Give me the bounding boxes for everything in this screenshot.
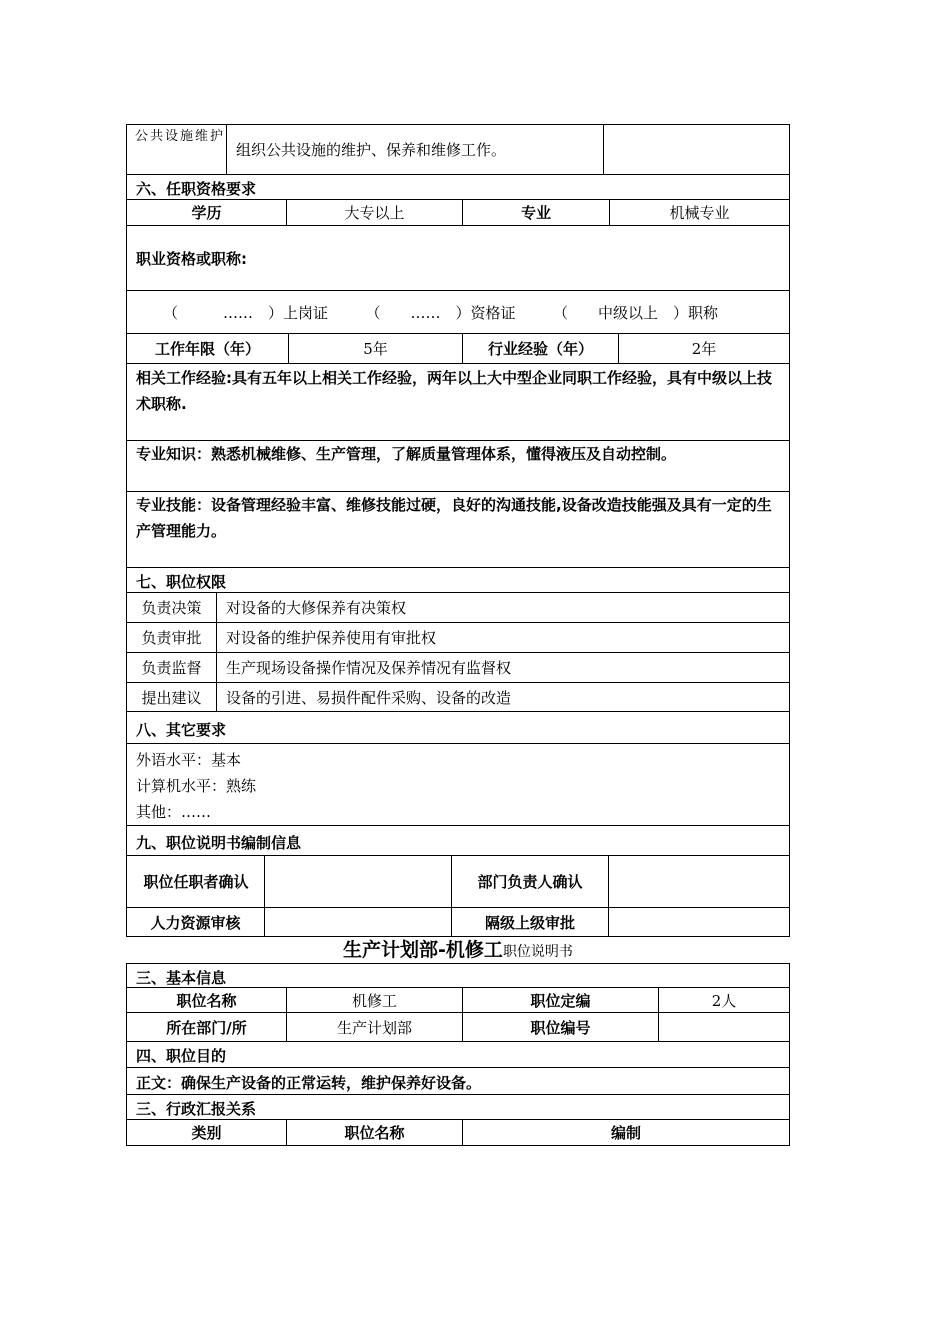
dept-confirm-label: 部门负责人确认: [451, 856, 608, 907]
authority-value: 对设备的维护保养使用有审批权: [216, 623, 789, 652]
pos-name-label: 职位名称: [176, 991, 237, 1010]
purpose-row: [126, 1068, 790, 1095]
doc2-section-4-header: [126, 1042, 790, 1068]
major-value: 机械专业: [609, 200, 789, 225]
basic-info-row-1: [126, 988, 790, 1013]
cert-line-row: [126, 291, 790, 334]
authority-label: 负责审批: [141, 629, 202, 647]
quota-value: 2人: [658, 988, 789, 1012]
dept-confirm-cell: [608, 856, 789, 907]
major-label: 专业: [462, 200, 609, 225]
hr-review-label: 人力资源审核: [150, 913, 241, 932]
cert-label-row: [126, 226, 790, 291]
hr-review-cell: [264, 908, 451, 936]
document: [126, 124, 790, 1146]
section-6-header: [126, 175, 790, 200]
skills-row: [126, 492, 790, 568]
authority-value: 对设备的大修保养有决策权: [216, 593, 789, 622]
upper-review-cell: [608, 908, 789, 936]
quota-label: 职位定编: [462, 988, 658, 1012]
duty-extra-cell: [603, 125, 789, 174]
holder-confirm-label: 职位任职者确认: [143, 872, 249, 891]
col-type: 类别: [191, 1124, 222, 1142]
upper-review-label: 隔级上级审批: [451, 908, 608, 936]
skills: 专业技能：设备管理经验丰富、维修技能过硬，良好的沟通技能,设备改造技能强及具有一定的生产管理能力。: [136, 496, 772, 540]
education-value: 大专以上: [286, 200, 462, 225]
doc2-section-3-header: [126, 963, 790, 988]
years-value: 5年: [288, 334, 462, 363]
authority-label: 提出建议: [141, 688, 202, 707]
doc2-section-4-title: 四、职位目的: [136, 1047, 227, 1065]
cert-label: 职业资格或职称:: [136, 249, 247, 268]
knowledge-row: [126, 441, 790, 492]
industry-label: 行业经验（年）: [462, 334, 618, 363]
authority-row: [126, 683, 790, 712]
experience-row: [126, 334, 790, 364]
authority-row: [126, 593, 790, 623]
pos-no-value: [658, 1013, 789, 1041]
authority-row: [126, 623, 790, 653]
pos-no-label: 职位编号: [462, 1013, 658, 1041]
col-pos: 职位名称: [286, 1120, 462, 1145]
doc2-title-rest: 职位说明书: [502, 944, 573, 960]
doc2-section-3-title: 三、基本信息: [136, 969, 227, 987]
other-req-line: 计算机水平：熟练: [136, 777, 257, 795]
report-header-row: [126, 1120, 790, 1146]
confirm-row: [126, 856, 790, 908]
other-req-line: 外语水平：基本: [136, 751, 242, 769]
doc2-title-bold: 生产计划部-机修工: [343, 939, 503, 961]
related-exp: 相关工作经验:具有五年以上相关工作经验，两年以上大中型企业同职工作经验，具有中级以上技术职称.: [136, 369, 773, 413]
pos-name-value: 机修工: [286, 988, 462, 1012]
section-9-title: 九、职位说明书编制信息: [136, 834, 302, 852]
other-req-line: 其他：……: [136, 803, 212, 821]
section-7-header: [126, 568, 790, 593]
years-label: 工作年限（年）: [154, 340, 260, 358]
authority-row: [126, 653, 790, 683]
doc2-section-3b-header: [126, 1095, 790, 1120]
col-quota: 编制: [462, 1120, 789, 1145]
education-label: 学历: [191, 204, 222, 222]
duty-name: 公共设施维护: [135, 129, 226, 144]
industry-value: 2年: [618, 334, 789, 363]
authority-label: 负责决策: [141, 599, 202, 617]
authority-label: 负责监督: [141, 659, 202, 677]
authority-value: 设备的引进、易损件配件采购、设备的改造: [216, 683, 789, 711]
basic-info-row-2: [126, 1013, 790, 1042]
knowledge: 专业知识：熟悉机械维修、生产管理，了解质量管理体系，懂得液压及自动控制。: [136, 445, 677, 463]
section-7-title: 七、职位权限: [136, 573, 227, 591]
doc2-title: [126, 937, 790, 963]
doc2-section-3b-title: 三、行政汇报关系: [136, 1100, 257, 1118]
holder-confirm-cell: [264, 856, 451, 907]
review-row: [126, 908, 790, 937]
section-6-title: 六、任职资格要求: [136, 180, 257, 198]
duty-row: [126, 124, 790, 175]
cert-line: （ …… ）上岗证 （ …… ）资格证 （ 中级以上 ）职称: [163, 303, 719, 322]
section-9-header: [126, 826, 790, 856]
related-exp-row: [126, 364, 790, 441]
purpose-text: 正文：确保生产设备的正常运转，维护保养好设备。: [136, 1074, 482, 1092]
section-8-title: 八、其它要求: [136, 721, 227, 739]
section-8-header: [126, 712, 790, 744]
authority-value: 生产现场设备操作情况及保养情况有监督权: [216, 653, 789, 682]
other-requirements: [126, 744, 790, 826]
education-row: [126, 200, 790, 226]
dept-label: 所在部门/所: [166, 1018, 247, 1037]
duty-desc: 组织公共设施的维护、保养和维修工作。: [226, 125, 603, 174]
dept-value: 生产计划部: [286, 1013, 462, 1041]
